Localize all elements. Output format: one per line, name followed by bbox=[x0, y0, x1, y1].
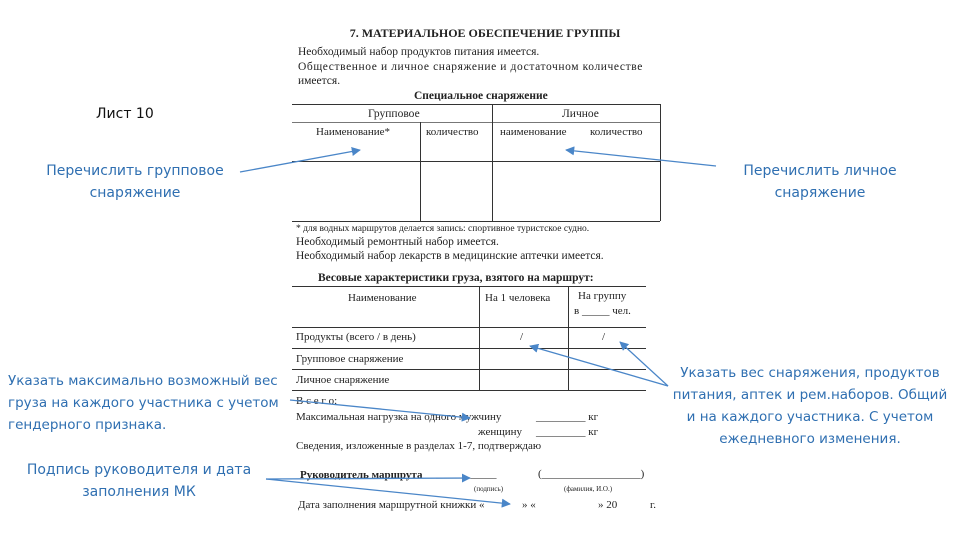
annotation-personal-gear: Перечислить личное снаряжение bbox=[743, 163, 897, 201]
annotation-max-weight: Указать максимально возможный вес груза на каждого участника с учетом гендерного признака. bbox=[8, 373, 279, 433]
col-name-star: Наименование* bbox=[316, 126, 391, 138]
max-load-male: Максимальная нагрузка на одного мужчину bbox=[296, 411, 502, 423]
gear-line-2: имеется. bbox=[298, 75, 341, 87]
sheet-label: Лист 10 bbox=[96, 106, 154, 122]
col-qty-2: количество bbox=[590, 126, 643, 138]
arrow-personal-gear bbox=[566, 150, 716, 166]
footnote: * для водных маршрутов делается запись: спортивное туристское судно. bbox=[296, 224, 590, 234]
weight-col-group-2: в _____ чел. bbox=[574, 305, 631, 317]
max-load-male-blank: _________ кг bbox=[536, 411, 599, 423]
row-products-v2: / bbox=[602, 331, 606, 343]
arrow-max-weight bbox=[290, 400, 470, 418]
arrow-weights-per-person bbox=[530, 346, 668, 386]
caption-name: (фамилия, И.О.) bbox=[564, 485, 613, 493]
special-gear-title: Специальное снаряжение bbox=[414, 90, 548, 102]
date-year: » 20 bbox=[598, 499, 618, 511]
annotation-signature: Подпись руководителя и дата заполнения МК bbox=[26, 462, 252, 500]
weight-col-group-1: На группу bbox=[578, 290, 627, 302]
medical-line: Необходимый набор лекарств в медицинские аптечки имеется. bbox=[296, 250, 604, 262]
max-load-female-blank: _________ кг bbox=[536, 426, 599, 438]
row-products: Продукты (всего / в день) bbox=[296, 331, 416, 343]
row-products-v1: / bbox=[520, 331, 524, 343]
date-label: Дата заполнения маршрутной книжки « bbox=[298, 499, 485, 511]
group-gear-header: Групповое bbox=[368, 108, 420, 120]
leader-blank: ___________ bbox=[436, 468, 497, 480]
weight-title: Весовые характеристики груза, взятого на маршрут: bbox=[318, 272, 594, 284]
row-total: В с е г о: bbox=[296, 395, 338, 407]
row-group-gear: Групповое снаряжение bbox=[296, 353, 404, 365]
arrow-signature-date bbox=[266, 479, 510, 504]
date-year-suffix: г. bbox=[650, 499, 657, 511]
row-personal-gear: Личное снаряжение bbox=[296, 374, 390, 386]
personal-gear-header: Личное bbox=[562, 108, 599, 120]
caption-signature: (подпись) bbox=[474, 485, 504, 493]
col-name-2: наименование bbox=[500, 126, 567, 138]
confirm-line: Сведения, изложенные в разделах 1-7, подтверждаю bbox=[296, 440, 542, 452]
date-middle: » « bbox=[522, 499, 536, 511]
weight-col-per-person: На 1 человека bbox=[485, 292, 551, 304]
arrow-signature-leader bbox=[266, 478, 470, 479]
annotation-weights: Указать вес снаряжения, продуктов питания, аптек и рем.наборов. Общий и на каждого участника. С учетом ежедневного изменения. bbox=[672, 365, 948, 447]
gear-line-1: Общественное и личное снаряжение и достаточном количестве bbox=[298, 61, 643, 73]
weight-col-name: Наименование bbox=[348, 292, 417, 304]
max-load-female: женщину bbox=[478, 426, 522, 438]
arrow-group-gear bbox=[240, 150, 360, 172]
food-line: Необходимый набор продуктов питания имеется. bbox=[298, 46, 540, 58]
repair-line: Необходимый ремонтный набор имеется. bbox=[296, 236, 499, 248]
annotation-group-gear: Перечислить групповое снаряжение bbox=[46, 163, 224, 201]
col-qty-1: количество bbox=[426, 126, 479, 138]
leader-label: Руководитель маршрута bbox=[300, 469, 423, 481]
section-title: 7. МАТЕРИАЛЬНОЕ ОБЕСПЕЧЕНИЕ ГРУППЫ bbox=[349, 26, 621, 40]
leader-name-blank: (__________________) bbox=[538, 468, 645, 480]
